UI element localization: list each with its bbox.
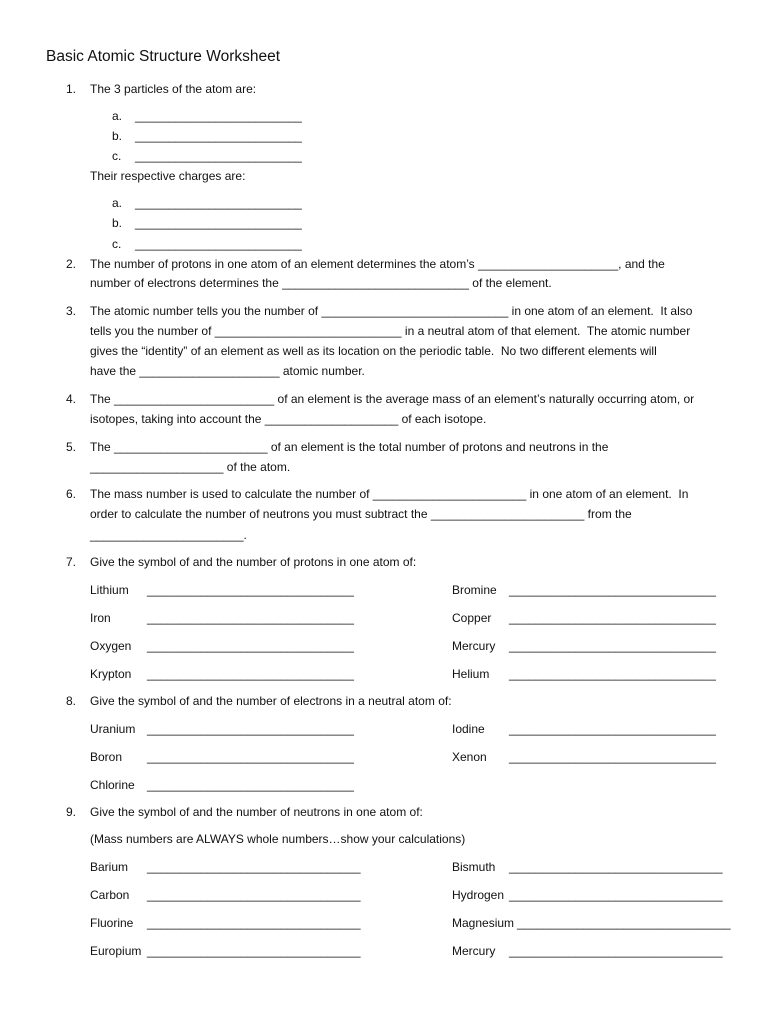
element-label: Helium	[452, 667, 490, 681]
element-label: Bromine	[452, 583, 497, 597]
question-number: 5.	[66, 440, 77, 454]
question-text: Give the symbol of and the number of protons in one atom of:	[90, 555, 417, 569]
question-line: tells you the number of ____________________________ in a neutral atom of that element. The atomic number	[90, 324, 691, 338]
question-number: 1.	[66, 82, 77, 96]
question-line: order to calculate the number of neutrons you must subtract the _______________________ from the	[90, 507, 632, 521]
answer-blank[interactable]: _______________________________	[147, 750, 354, 764]
question-text: Give the symbol of and the number of neutrons in one atom of:	[90, 805, 423, 819]
element-label: Hydrogen	[452, 888, 505, 902]
answer-blank[interactable]: _______________________________	[147, 778, 354, 792]
item-letter: b.	[112, 216, 123, 230]
worksheet-title: Basic Atomic Structure Worksheet	[46, 48, 281, 65]
answer-blank[interactable]: _______________________________	[509, 583, 716, 597]
answer-blank[interactable]: ________________________________	[147, 860, 361, 874]
answer-blank[interactable]: ________________________________	[517, 916, 731, 930]
question-line: The _______________________ of an element is the total number of protons and neutrons in the	[90, 440, 609, 454]
element-label: Chlorine	[90, 778, 135, 792]
question-line: have the _____________________ atomic number.	[90, 364, 365, 378]
element-label: Europium	[90, 944, 142, 958]
element-label: Uranium	[90, 722, 136, 736]
answer-blank[interactable]: _______________________________	[147, 611, 354, 625]
question-text: The 3 particles of the atom are:	[90, 82, 257, 96]
answer-blank[interactable]: _________________________	[135, 196, 302, 210]
element-label: Fluorine	[90, 916, 134, 930]
answer-blank[interactable]: _________________________	[135, 149, 302, 163]
element-label: Krypton	[90, 667, 132, 681]
answer-blank[interactable]: _______________________________	[509, 639, 716, 653]
question-text: Their respective charges are:	[90, 169, 246, 183]
question-line: isotopes, taking into account the ____________________ of each isotope.	[90, 412, 487, 426]
answer-blank[interactable]: _______________________________	[509, 722, 716, 736]
answer-blank[interactable]: _________________________	[135, 216, 302, 230]
question-line: _______________________.	[90, 528, 247, 542]
answer-blank[interactable]: _______________________________	[147, 722, 354, 736]
answer-blank[interactable]: _______________________________	[509, 667, 716, 681]
item-letter: a.	[112, 109, 123, 123]
question-number: 7.	[66, 555, 77, 569]
answer-blank[interactable]: ________________________________	[147, 888, 361, 902]
answer-blank[interactable]: _______________________________	[147, 639, 354, 653]
question-line: The ________________________ of an element is the average mass of an element’s naturally occurring atom, or	[90, 392, 695, 406]
answer-blank[interactable]: _______________________________	[509, 750, 716, 764]
question-number: 8.	[66, 694, 77, 708]
question-number: 2.	[66, 257, 77, 271]
element-label: Mercury	[452, 639, 496, 653]
item-letter: b.	[112, 129, 123, 143]
question-note: (Mass numbers are ALWAYS whole numbers…show your calculations)	[90, 832, 466, 846]
answer-blank[interactable]: ________________________________	[509, 944, 723, 958]
answer-blank[interactable]: _______________________________	[147, 667, 354, 681]
element-label: Bismuth	[452, 860, 496, 874]
answer-blank[interactable]: _______________________________	[147, 583, 354, 597]
answer-blank[interactable]: ________________________________	[147, 916, 361, 930]
element-label: Mercury	[452, 944, 496, 958]
answer-blank[interactable]: _______________________________	[509, 611, 716, 625]
question-line: number of electrons determines the ____________________________ of the element.	[90, 276, 552, 290]
question-number: 3.	[66, 304, 77, 318]
question-line: The atomic number tells you the number of ____________________________ in one atom of an element. It also	[90, 304, 693, 318]
element-label: Barium	[90, 860, 129, 874]
element-label: Iron	[90, 611, 111, 625]
item-letter: c.	[112, 149, 122, 163]
answer-blank[interactable]: ________________________________	[509, 888, 723, 902]
question-line: The number of protons in one atom of an element determines the atom’s _____________________, and the	[90, 257, 665, 271]
answer-blank[interactable]: _________________________	[135, 129, 302, 143]
question-line: gives the “identity” of an element as well as its location on the periodic table. No two different elements will	[90, 344, 657, 358]
element-label: Carbon	[90, 888, 130, 902]
question-line: The mass number is used to calculate the number of _______________________ in one atom of an element. In	[90, 487, 689, 501]
answer-blank[interactable]: ________________________________	[509, 860, 723, 874]
element-label: Copper	[452, 611, 492, 625]
question-number: 9.	[66, 805, 77, 819]
answer-blank[interactable]: _________________________	[135, 109, 302, 123]
question-number: 6.	[66, 487, 77, 501]
item-letter: c.	[112, 237, 122, 251]
element-label: Xenon	[452, 750, 487, 764]
question-line: ____________________ of the atom.	[90, 460, 291, 474]
element-label: Magnesium	[452, 916, 515, 930]
question-text: Give the symbol of and the number of electrons in a neutral atom of:	[90, 694, 452, 708]
element-label: Iodine	[452, 722, 485, 736]
element-label: Boron	[90, 750, 123, 764]
question-number: 4.	[66, 392, 77, 406]
element-label: Oxygen	[90, 639, 132, 653]
answer-blank[interactable]: _________________________	[135, 237, 302, 251]
answer-blank[interactable]: ________________________________	[147, 944, 361, 958]
element-label: Lithium	[90, 583, 129, 597]
item-letter: a.	[112, 196, 123, 210]
